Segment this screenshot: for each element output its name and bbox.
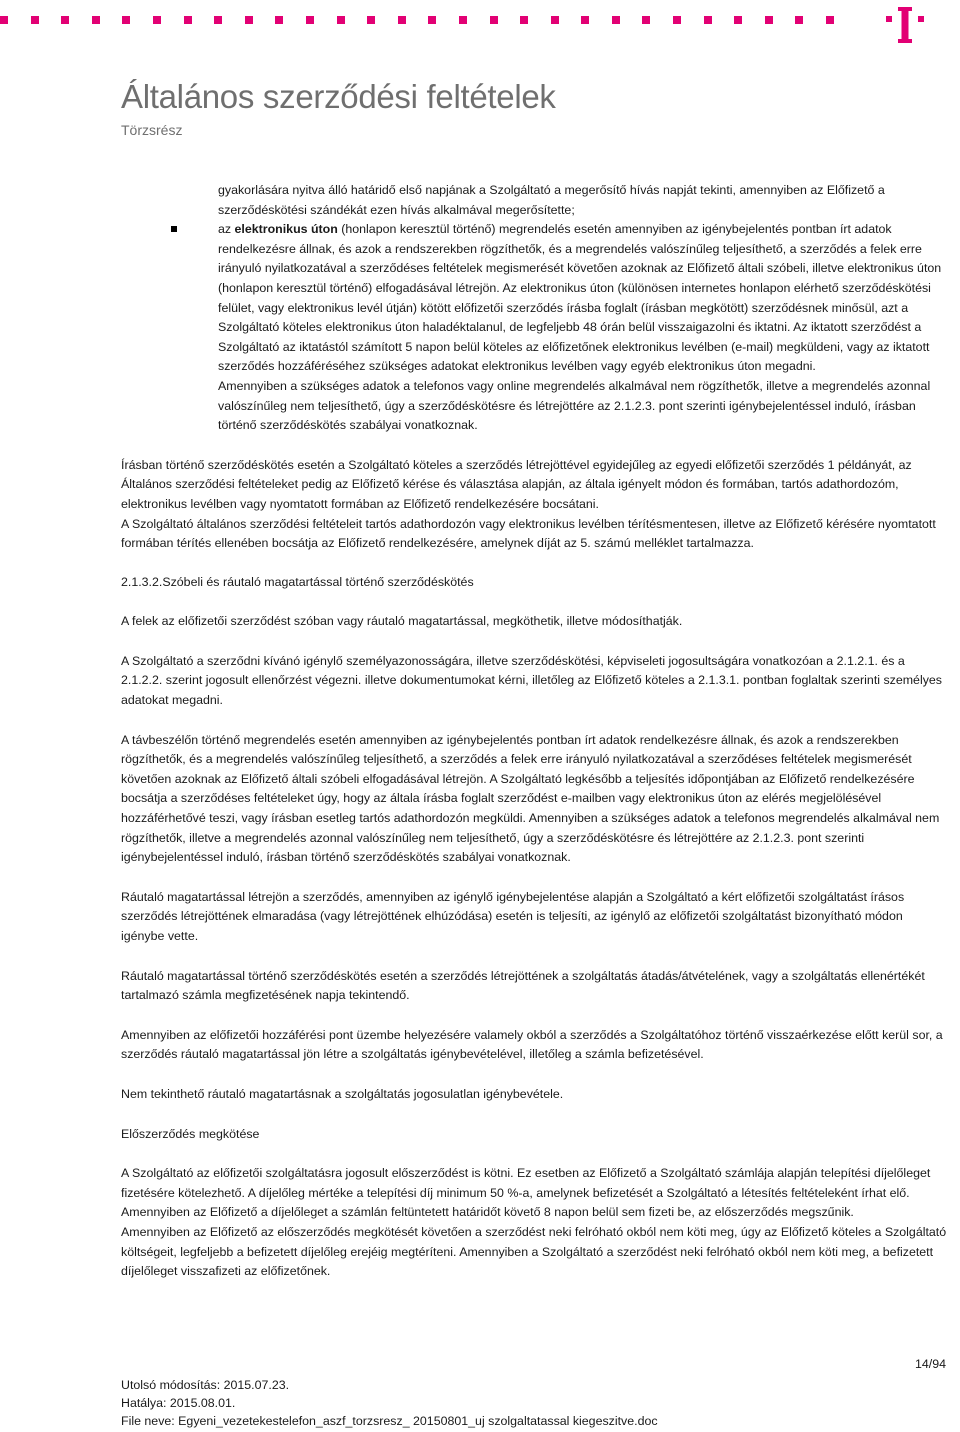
footer-last-modified: Utolsó módosítás: 2015.07.23. [121, 1378, 290, 1392]
header-dot [275, 16, 283, 24]
header-dot [428, 16, 436, 24]
paragraph-irasban: Írásban történő szerződéskötés esetén a Szolgáltató köteles a szerződés létrejöttével egyidejűleg az egyedi előfizetői szerződés 1 példányát, az Általános szerződési feltételeket pedig az Előfizető kérése és választása alapján, az általa igényelt módon és formában, tartós adathordozóm, elektronikus levélben vagy nyomtatott formában az Előfizető rendelkezésére bocsátani. [121, 457, 912, 511]
document-title: Általános szerződési feltételek [121, 78, 556, 115]
header-dot [551, 16, 559, 24]
header-dot [122, 16, 130, 24]
header-dot [153, 16, 161, 24]
bullet-bold-term: elektronikus úton [234, 222, 338, 237]
bullet-prefix: az [218, 222, 235, 237]
paragraph-azonossag: A Szolgáltató a szerződni kívánó igénylő személyazonosságára, illetve szerződéskötési, képviseleti jogosultságára vonatkozóan a 2.1.2.1. és a 2.1.2.2. szerint jogosult ellenőrzést végezni. illetve dokumentumokat kérni, illetőleg az Előfizető köteles a 2.1.3.1. pontban foglaltak szerinti személyes adatokat megadni. [121, 653, 942, 708]
header-dot-strip [0, 14, 860, 26]
document-subtitle: Törzsrész [121, 122, 183, 138]
header-dot [490, 16, 498, 24]
document-body [121, 181, 947, 1282]
header-dot [765, 16, 773, 24]
bullet-square-icon [171, 226, 177, 232]
footer-file-name: File neve: Egyeni_vezetekestelefon_aszf_torzsresz_ 20150801_uj szolgaltatassal kiegeszitve.doc [121, 1414, 658, 1428]
paragraph-tavbeszelo: A távbeszélőn történő megrendelés esetén amennyiben az igénybejelentés pontban írt adatok rendelkezésre állnak, és azok a rendszerekben rögzíthetők, és a megrendelés valószínűleg teljesíthető, a szerződés a felek erre irányuló nyilatkozatával a szerződéses feltételek megismerését követően azoknak az Előfizető általi szóbeli elfogadásával létrejön. A Szolgáltató legkésőbb a teljesítés időpontjában az Előfizető rendelkezésére bocsátja a szerződéses feltételeket úgy, hogy az általa írásba foglalt szerződést e-mailben vagy elektronikus úton az elérés megjelölésével hozzáférhetővé teszi, vagy írásban esetleg tartós adathordozón megküldi. Amennyiben a szükséges adatok a telefonos megrendelés alkalmával nem rögzíthetők, illetve a megrendelés azonnal valószínűleg nem teljesíthető, úgy a szerződéskötésre és létrejöttére az 2.1.2.3. pont szerinti igénybejelentéssel induló, írásban történő szerződéskötés szabályai vonatkoznak. [121, 732, 940, 865]
bullet-text: (honlapon keresztül történő) megrendelés esetén amennyiben az igénybejelentés pontban írt adatok rendelkezésre állnak, és azok a rendszerekben rögzíthetők, és a megrendelés valószínűleg teljesíthető, a szerződés a felek erre irányuló nyilatkozatával a szerződéses feltételek megismerését követően azoknak az Előfizető általi szóbeli, illetve elektronikus úton (honlapon keresztül történő) elfogadásával létrejön. Az elektronikus úton (különösen internetes honlapon elérhető szerződéskötési felület, vagy elektronikus levél útján) kötött előfizetői szerződés írásba foglalt (írásban megkötött) szerződésnek minősül, azt a Szolgáltató köteles elektronikus úton haladéktalanul, de legfeljebb 48 órán belül visszaigazolni és iktatni. Az iktatott szerződést a Szolgáltató az iktatástól számított 5 napon belül köteles az előfizetőnek elektronikus levélben (e-mail) megküldeni, vagy az iktatott szerződés hozzáféréséhez szükséges adatokat elektronikus levélben vagy egyéb elektronikus úton megadni. [218, 222, 942, 374]
paragraph-hozzaferesi-pont: Amennyiben az előfizetői hozzáférési pont üzembe helyezésére valamely okból a szerződés a Szolgáltatóhoz történő visszaérkezése előtt kerül sor, a szerződés ráutaló magatartással jön létre a szolgáltatás igénybevételével, illetőleg a számla befizetésével. [121, 1027, 943, 1062]
footer-effective-date: Hatálya: 2015.08.01. [121, 1396, 236, 1410]
header-dot [184, 16, 192, 24]
header-dot [398, 16, 406, 24]
header-dot [337, 16, 345, 24]
paragraph-eloszerzodes-2: Amennyiben az Előfizető az előszerződés megkötését követően a szerződést neki felróható okból nem köti meg, úgy az Előfizető köteles a Szolgáltató költségeit, legfeljebb a befizetett díjelőleg erejéig megtéríteni. Amennyiben a Szolgáltató a szerződést neki felróható okból nem köti meg, a befizetett díjelőleget visszafizeti az előfizetőnek. [121, 1224, 947, 1279]
bullet-item-electronic [218, 220, 947, 436]
header-dot [581, 16, 589, 24]
header-dot [31, 16, 39, 24]
paragraph-continuation: gyakorlására nyitva álló határidő első napjának a Szolgáltató a megerősítő hívás napját tekinti, amennyiben az Előfizető a szerződéskötési szándékát ezen hívás alkalmával megerősítette; [218, 183, 885, 217]
paragraph-eloszerzodes-1: A Szolgáltató az előfizetői szolgáltatásra jogosult előszerződést is kötni. Ez esetben az Előfizető a Szolgáltató számlája alapján telepítési díjelőleget fizetésére kötelezhető. A díjelőleg mértéke a telepítési díj minimum 50 %-a, amelynek befizetését a Szolgáltató a létesítés feltételeként írhat elő. Amennyiben az Előfizető a díjelőleget a számlán feltüntetett határidőt követő 8 napon belül sem fizeti be, az előszerződés megszűnik. [121, 1166, 931, 1220]
paragraph-rautalo-2: Ráutaló magatartással történő szerződéskötés esetén a szerződés létrejöttének a szolgáltatás átadás/átvételének, vagy a szolgáltatás ellenértékét tartalmazó számla megfizetésének napja tekintendő. [121, 968, 925, 1003]
header-dot [673, 16, 681, 24]
header-dot [245, 16, 253, 24]
header-dot [92, 16, 100, 24]
header-dot [0, 16, 8, 24]
subsection-heading: Előszerződés megkötése [121, 1126, 260, 1141]
paragraph-felek: A felek az előfizetői szerződést szóban vagy ráutaló magatartással, megköthetik, illetve módosíthatják. [121, 614, 683, 629]
header-dot [826, 16, 834, 24]
page-footer [121, 1376, 947, 1430]
header-dot [704, 16, 712, 24]
telekom-t-logo-icon [886, 6, 924, 44]
header-dot [214, 16, 222, 24]
header-dot [612, 16, 620, 24]
paragraph-amennyiben: Amennyiben a szükséges adatok a telefonos vagy online megrendelés alkalmával nem rögzíthetők, illetve a megrendelés azonnal valószínűleg nem teljesíthető, úgy a szerződéskötésre és létrejöttére az 2.1.2.3. pont szerinti igénybejelentéssel induló, írásban történő szerződéskötés szabályai vonatkoznak. [218, 378, 931, 433]
header-dot [459, 16, 467, 24]
header-dot [367, 16, 375, 24]
header-dot [306, 16, 314, 24]
header-dot [520, 16, 528, 24]
header-dot [642, 16, 650, 24]
page-number: 14/94 [914, 1357, 946, 1371]
bullet-paragraph [218, 220, 947, 377]
section-heading: 2.1.3.2.Szóbeli és ráutaló magatartással történő szerződéskötés [121, 574, 474, 589]
header-dot [795, 16, 803, 24]
header-dot [734, 16, 742, 24]
paragraph-szolgaltato-aszf: A Szolgáltató általános szerződési feltételeit tartós adathordozón vagy elektronikus levélben térítésmentesen, illetve az Előfizető kérésére nyomtatott formában térítés ellenében bocsátja az Előfizető rendelkezésére, amelynek díját az 5. számú melléklet tartalmazza. [121, 516, 936, 551]
paragraph-nem-tekintheto: Nem tekinthető ráutaló magatartásnak a szolgáltatás jogosulatlan igénybevétele. [121, 1086, 564, 1101]
paragraph-rautalo-1: Ráutaló magatartással létrejön a szerződés, amennyiben az igénylő igénybejelentése alapján a Szolgáltató a kért előfizetői szolgáltatást írásos szerződés létrejöttének elmaradása (vagy létrejöttének elhúzódása) esetén is teljesíti, az igénylő az előfizetői szolgáltatást bizonyítható módon igénybe vette. [121, 889, 905, 943]
header-dot [61, 16, 69, 24]
